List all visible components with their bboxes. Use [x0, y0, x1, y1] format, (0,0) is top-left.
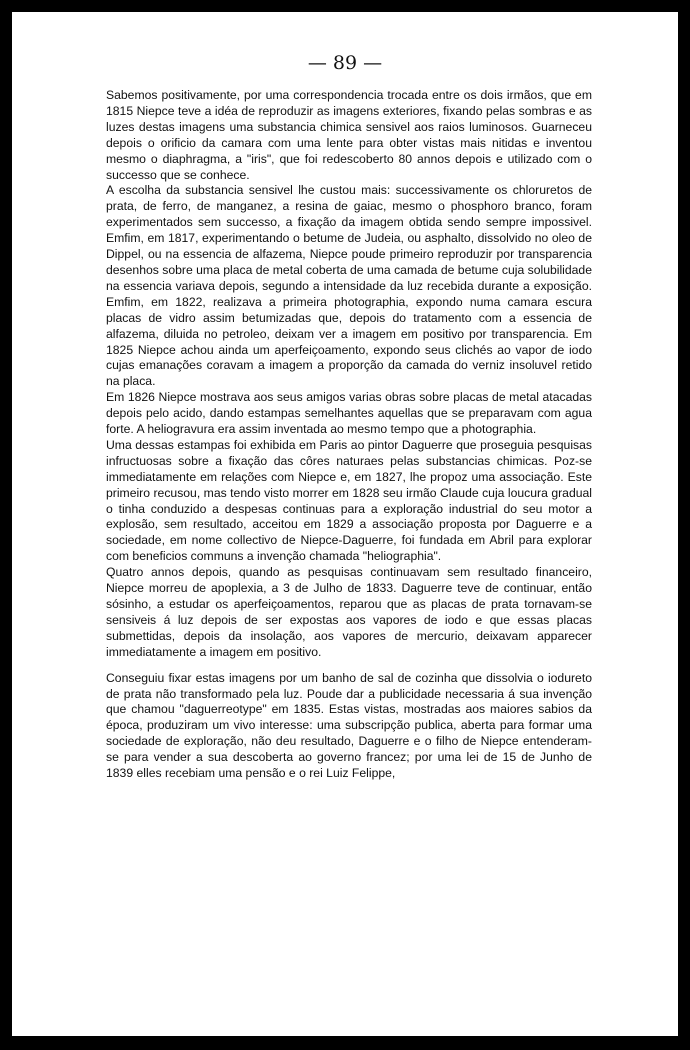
page-number: — 89 —: [307, 52, 383, 74]
paragraph: Conseguiu fixar estas imagens por um banho de sal de cozinha que dissolvia o iodureto de prata não transformado pela luz. Poude dar a publicidade necessaria á sua invenção que chamou "daguerreotype" em 1835. Estas vistas, mostradas aos maiores sabios da época, produziram um vivo interesse: uma subscripção publica, aberta para formar uma sociedade de exploração, não deu resultado, Daguerre e o filho de Niepce entenderam-se para vender a sua descoberta ao governo francez; por uma lei de 15 de Junho de 1839 elles recebiam uma pensão e o rei Luiz Felippe,: [106, 670, 592, 781]
paragraph: Em 1826 Niepce mostrava aos seus amigos varias obras sobre placas de metal atacadas depois pelo acido, dando estampas semelhantes aquellas que se preparavam com agua forte. A heliogravura era assim inventada ao mesmo tempo que a photographia.: [106, 390, 592, 437]
body-text: [106, 88, 592, 782]
paragraph: A escolha da substancia sensivel lhe custou mais: successivamente os chloruretos de prata, de ferro, de manganez, a resina de gaiac, mesmo o phosphoro branco, foram experimentados sem successo, a fixação da imagem obtida sendo sempre impossivel. Emfim, em 1817, experimentando o betume de Judeia, ou asphalto, dissolvido no oleo de Dippel, ou na essencia de alfazema, Niepce poude primeiro reproduzir por transparencia desenhos sobre uma placa de metal coberta de uma camada de betume cuja solubilidade na essencia variava depois, segundo a intensidade da luz recebida durante a exposição. Emfim, em 1822, realizava a primeira photographia, expondo numa camara escura placas de vidro assim betumizadas que, depois do tratamento com a essencia de alfazema, diluida no petroleo, deixam ver a imagem em positivo por transparencia. Em 1825 Niepce achou ainda um aperfeiçoamento, expondo seus clichés ao vapor de iodo cujas emanações coravam a imagem a proporção da camada do verniz insoluvel retido na placa.: [106, 183, 592, 389]
document-sheet: [12, 12, 678, 1036]
paragraph: Sabemos positivamente, por uma correspondencia trocada entre os dois irmãos, que em 1815 Niepce teve a idéa de reproduzir as imagens exteriores, fixando pelas sombras e as luzes destas imagens uma substancia chimica sensivel aos raios luminosos. Guarneceu depois o orificio da camara com uma lente para obter vistas mais nitidas e inventou mesmo o diaphragma, a "iris", que foi redescoberto 80 annos depois e utilizado com o successo que se conhece.: [106, 88, 592, 182]
paragraph: Uma dessas estampas foi exhibida em Paris ao pintor Daguerre que proseguia pesquisas infructuosas sobre a fixação das côres naturaes pelas substancias chimicas. Poz-se immediatamente em relações com Niepce e, em 1827, lhe propoz uma associação. Este primeiro recusou, mas tendo visto morrer em 1828 seu irmão Claude cuja loucura gradual o tinha conduzido a despesas continuas para a exploração industrial do seu motor a explosão, sem resultado, acceitou em 1829 a associação proposta por Daguerre e a sociedade, em nome collectivo de Niepce-Daguerre, foi fundada em Abril para explorar com beneficios communs a invenção chamada "heliographia".: [106, 437, 592, 564]
paragraph: Quatro annos depois, quando as pesquisas continuavam sem resultado financeiro, Niepce morreu de apoplexia, a 3 de Julho de 1833. Daguerre teve de continuar, então sósinho, a estudar os aperfeiçoamentos, reparou que as placas de prata tornavam-se sensiveis á luz depois de ser expostas aos vapores de iodo e que essas placas submettidas, depois da insolação, aos vapores de mercurio, deixavam apparecer immediatamente a imagem em positivo.: [106, 565, 592, 659]
